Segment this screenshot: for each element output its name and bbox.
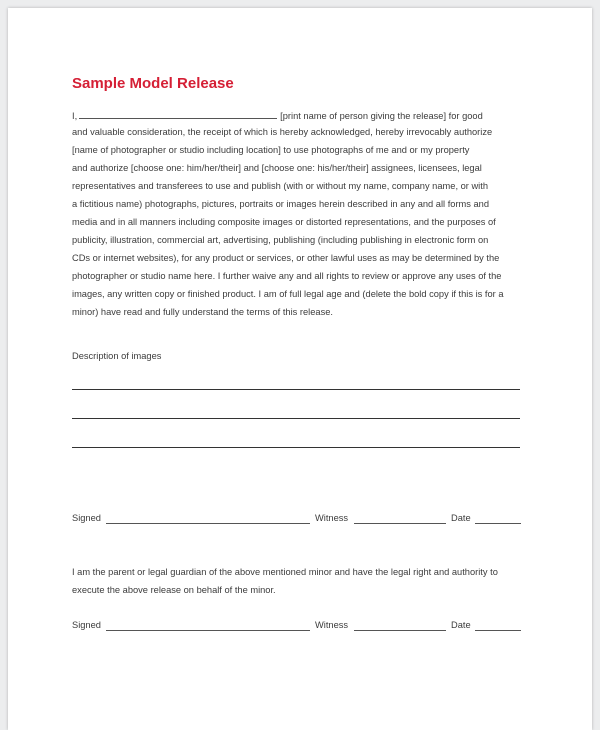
body-line: images, any written copy or finished product. I am of full legal age and (delete the bold copy if this is for a (72, 289, 504, 299)
intro-line (72, 109, 483, 121)
body-line: publicity, illustration, commercial art, advertising, publishing (including publishing in electronic form on (72, 235, 489, 245)
signed-line[interactable] (106, 523, 310, 524)
document-page (8, 8, 592, 730)
body-line: photographer or studio name here. I further waive any and all rights to review or approve any uses of the (72, 271, 502, 281)
description-line-2[interactable] (72, 418, 520, 419)
signed-label: Signed (72, 620, 101, 630)
document-title: Sample Model Release (72, 75, 234, 92)
date-line[interactable] (475, 523, 521, 524)
body-line: minor) have read and fully understand the terms of this release. (72, 307, 333, 317)
name-fill-line (79, 109, 277, 119)
signed-label: Signed (72, 513, 101, 523)
body-line: media and in all manners including composite images or distorted representations, and the purposes of (72, 217, 496, 227)
body-line: a fictitious name) photographs, pictures, portraits or images herein described in any and all forms and (72, 199, 490, 209)
body-line: CDs or internet websites), for any product or services, or other lawful uses as may be determined by the (72, 253, 500, 263)
intro-prefix: I, (72, 111, 78, 121)
body-line: and authorize [choose one: him/her/their] and [choose one: his/her/their] assignees, licensees, legal (72, 163, 482, 173)
witness-line[interactable] (354, 523, 446, 524)
signature-row-1 (72, 513, 522, 527)
body-line: and valuable consideration, the receipt of which is hereby acknowledged, hereby irrevocably authorize (72, 127, 493, 137)
date-label: Date (451, 513, 471, 523)
signed-line[interactable] (106, 630, 310, 631)
witness-line[interactable] (354, 630, 446, 631)
description-line-1[interactable] (72, 389, 520, 390)
intro-suffix: [print name of person giving the release] for good (280, 111, 483, 121)
guardian-line: I am the parent or legal guardian of the above mentioned minor and have the legal right and authority to (72, 567, 498, 577)
description-line-3[interactable] (72, 447, 520, 448)
guardian-line: execute the above release on behalf of the minor. (72, 585, 276, 595)
witness-label: Witness (315, 620, 349, 630)
witness-label: Witness (315, 513, 349, 523)
body-line: [name of photographer or studio including location] to use photographs of me and or my property (72, 145, 470, 155)
date-label: Date (451, 620, 471, 630)
description-label: Description of images (72, 351, 162, 361)
date-line[interactable] (475, 630, 521, 631)
body-line: representatives and transferees to use and publish (with or without my name, company name, or with (72, 181, 488, 191)
signature-row-2 (72, 620, 522, 634)
